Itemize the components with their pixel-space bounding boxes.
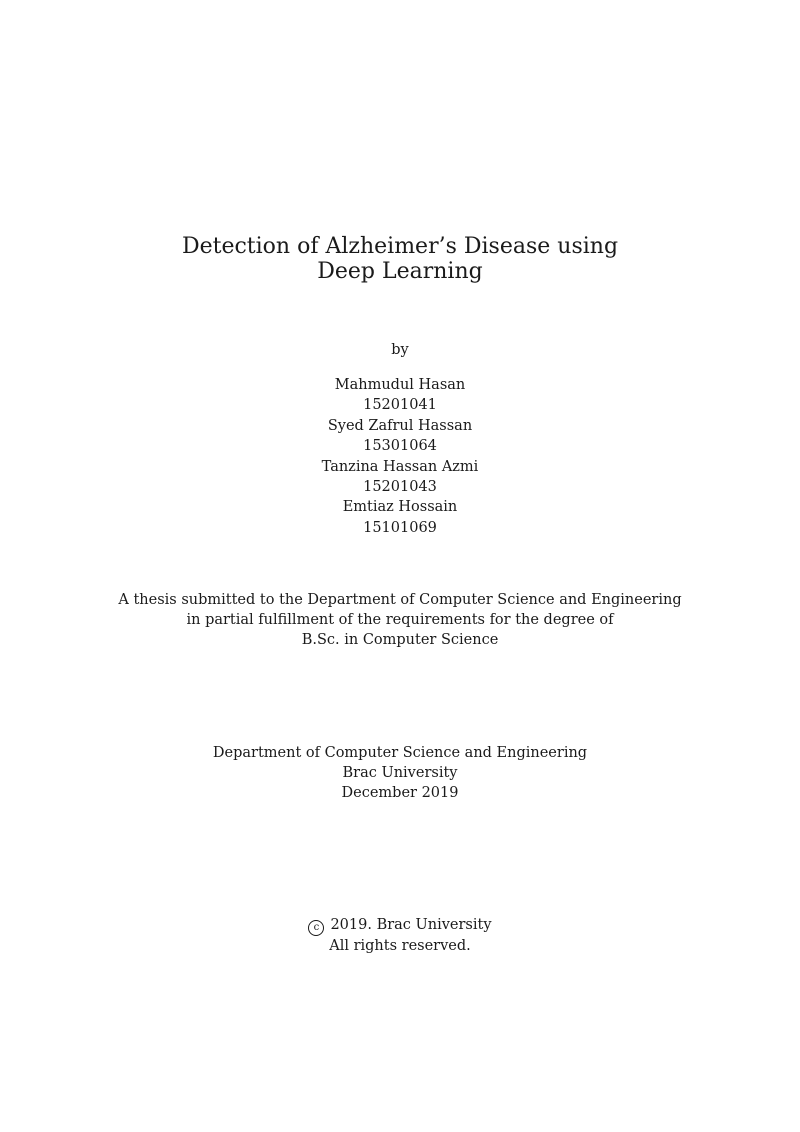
author-name: Tanzina Hassan Azmi	[321, 458, 479, 475]
by-label	[0, 340, 800, 360]
thesis-line-1: A thesis submitted to the Department of Computer Science and Engineering	[118, 592, 682, 608]
by-text: by	[391, 342, 409, 358]
author-id: 15201043	[363, 479, 437, 496]
submission-date: December 2019	[341, 785, 459, 801]
author-name: Emtiaz Hossain	[342, 499, 458, 516]
thesis-line-2: in partial fulfillment of the requirements for the degree of	[186, 612, 614, 628]
affiliation	[0, 743, 800, 803]
thesis-statement	[0, 590, 800, 650]
author-id: 15201041	[363, 397, 437, 414]
copyright-line	[0, 915, 800, 936]
copyright-text: 2019. Brac University	[330, 917, 492, 933]
author-list	[0, 375, 800, 538]
author-id: 15101069	[363, 519, 437, 536]
thesis-title	[0, 234, 800, 284]
title-line-1: Detection of Alzheimer’s Disease using	[181, 234, 619, 259]
copyright-notice	[0, 915, 800, 956]
author-id: 15301064	[363, 438, 437, 455]
copyright-icon: c	[308, 920, 324, 936]
title-line-2: Deep Learning	[317, 259, 483, 284]
department-name: Department of Computer Science and Engineering	[212, 745, 588, 761]
author-name: Syed Zafrul Hassan	[327, 417, 473, 434]
author-name: Mahmudul Hasan	[334, 377, 466, 393]
thesis-line-3: B.Sc. in Computer Science	[301, 632, 499, 648]
university-name: Brac University	[342, 765, 458, 781]
rights-reserved: All rights reserved.	[329, 938, 471, 954]
